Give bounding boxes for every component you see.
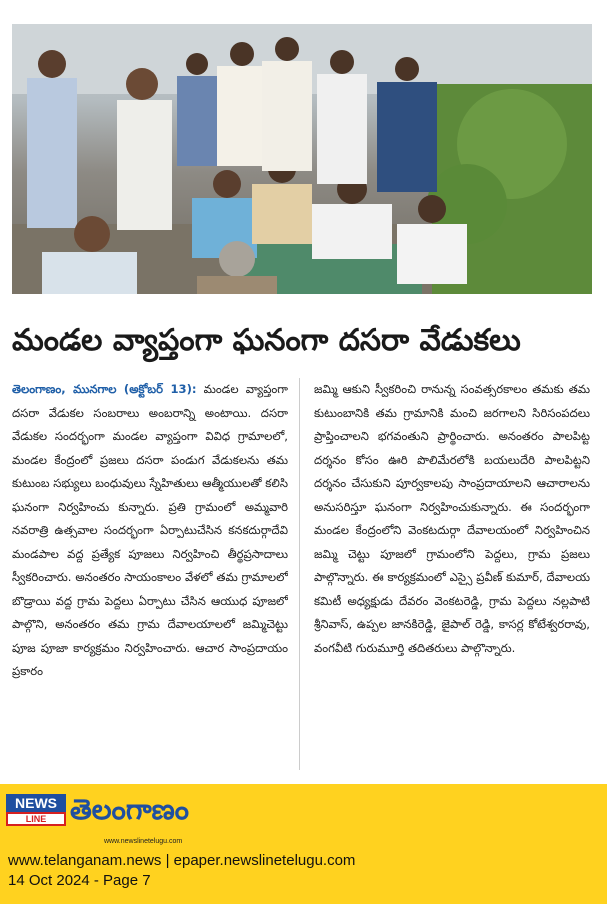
dateline: తెలంగాణం, మునగాల (అక్టోబర్ 13): (12, 382, 197, 396)
article-text-left: మండల వ్యాప్తంగా దసరా వేడుకల సంబరాలు అంబరాన్ని అంటాయి. దసరా వేడుకల సందర్భంగా మండల వ్యాప్తంగా వివిధ గ్రామాలలో, మండల కేంద్రంలో ప్రజలు దసరా పండుగ వేడుకలను తమ కుటుంబ సభ్యులు బంధువులు స్నేహితులు ఆత్మీయులతో కలిసి ఘనంగా నిర్వహించు కున్నారు. ప్రతి గ్రామంలో అమ్మవారి నవరాత్రి ఉత్సవాల సందర్భంగా ఏర్పాటుచేసిన కనకదుర్గాదేవి మండపాల వద్ద ప్రత్యేక పూజలు నిర్వహించి తీర్థప్రసాదాలు స్వీకరించారు. అనంతరం సాయంకాలం వేళలో తమ గ్రామాలలో బొడ్రాయి వద్ద గ్రామ పెద్దలు ఏర్పాటు చేసిన ఆయుధ పూజలో పాల్గొని, అనంతరం తమ గ్రామ దేవాలయాలలో జమ్మిచెట్టు పూజ పూజా కార్యక్రమం నిర్వహించారు. ఆచార సాంప్రదాయం ప్రకారం (12, 382, 288, 678)
article-column-left (12, 378, 288, 770)
logo-line-text: LINE (6, 812, 66, 826)
telanganam-logo-title[interactable]: తెలంగాణం (70, 793, 189, 826)
logo-site-url[interactable]: www.newslinetelugu.com (104, 838, 183, 845)
headline: మండల వ్యాప్తంగా ఘనంగా దసరా వేడుకలు (12, 323, 521, 358)
article-column-right (314, 378, 590, 770)
column-divider (299, 378, 300, 770)
footer-urls[interactable]: www.telanganam.news | epaper.newslinetelugu.com (8, 852, 356, 869)
page-date: 14 Oct 2024 - Page 7 (8, 872, 151, 889)
logo-news-text: NEWS (6, 794, 66, 812)
photo-scene (12, 24, 592, 294)
footer-banner (0, 784, 607, 904)
newsline-logo[interactable] (6, 794, 66, 828)
article-text-right: జమ్మి ఆకుని స్వీకరించి రానున్న సంవత్సరకాలం తమకు తమ కుటుంబానికి తమ గ్రామానికి మంచి జరగాలని సిరిసంపదలు ప్రాప్తించాలని భగవంతుని ప్రార్థించారు. అనంతరం పాలపిట్ట దర్శనం కోసం ఊరి పొలిమేరలోకి బయలుదేరి పాలపిట్టని దర్శనం చేసుకుని పూర్వకాలపు సాంప్రదాయాలని ఆచారాలను అనుసరిస్తూ ఘనంగా నిర్వహించుకున్నారు. ఈ సందర్భంగా మండల కేంద్రంలోని వెంకటదుర్గా దేవాలయంలో నిర్వహించిన జమ్మి చెట్టు పూజలో గ్రామంలోని పెద్దలు, గ్రామ ప్రజలు పాల్గొన్నారు. ఈ కార్యక్రమంలో ఎస్సై ప్రవీణ్ కుమార్, దేవాలయ కమిటీ అధ్యక్షుడు దేవరం వెంకటరెడ్డి, గ్రామ పెద్దలు నల్లపాటి శ్రీనివాస్, ఉప్పల జానకిరెడ్డి, జైపాల్ రెడ్డి, కాసర్ల కోటేశ్వరరావు, వంగవీటి గురుమూర్తి తదితరులు పాల్గొన్నారు. (314, 382, 590, 655)
news-photo (12, 24, 592, 294)
